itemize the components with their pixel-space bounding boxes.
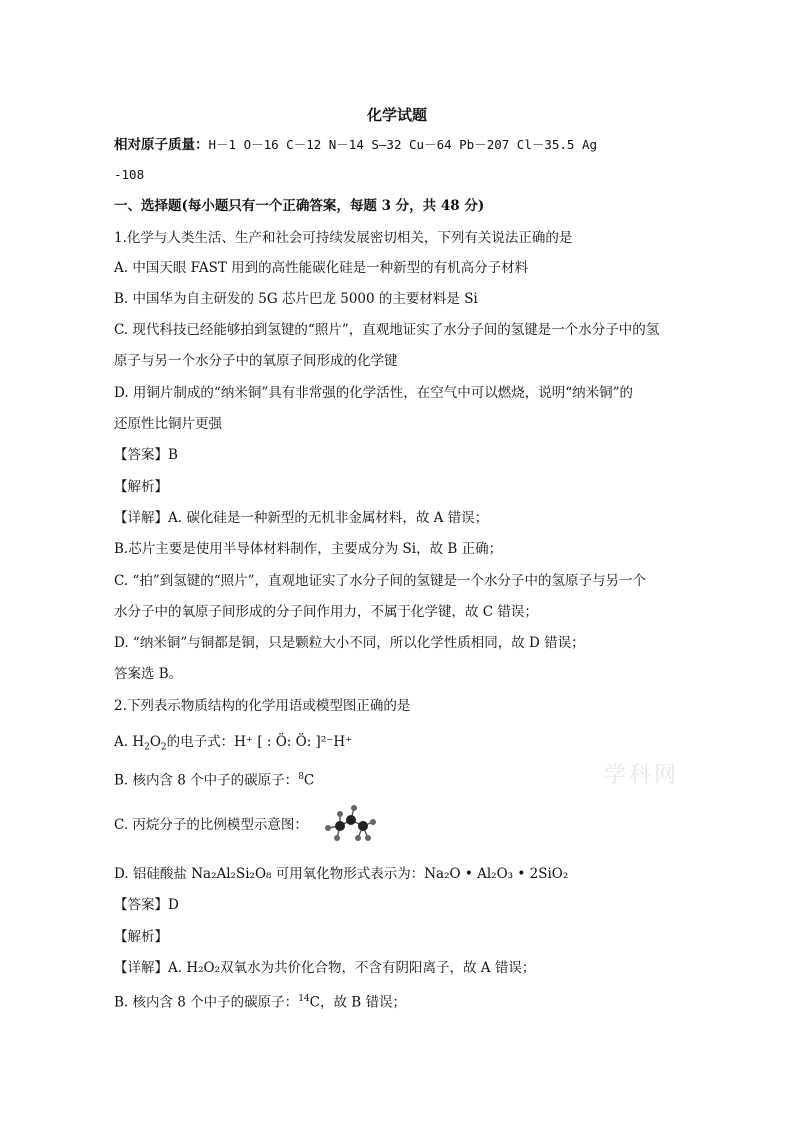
atomic-mass-line xyxy=(114,136,597,154)
q1-option-a: A. 中国天眼 FAST 用到的高性能碳化硅是一种新型的有机高分子材料 xyxy=(114,260,529,276)
q2-option-b xyxy=(114,768,314,790)
q2-option-d: D. 铝硅酸盐 Na₂Al₂Si₂O₈ 可用氧化物形式表示为：Na₂O • Al₂O₃ • 2SiO₂ xyxy=(114,866,569,882)
atomic-mass-values: H－1 O－16 C－12 N－14 S—32 Cu－64 Pb－207 Cl－35.5 Ag xyxy=(208,137,598,152)
q2-detail-b xyxy=(114,990,406,1012)
q2-a-o: O xyxy=(149,734,161,750)
atomic-mass-cont: -108 xyxy=(114,167,145,182)
q1-detail-d: D. “纳米铜”与铜都是铜，只是颗粒大小不同，所以化学性质相同，故 D 错误； xyxy=(114,635,585,651)
electron-formula: H⁺ [ : Ö: Ö: ]²⁻H⁺ xyxy=(234,734,353,750)
q2-a-prefix: A. H xyxy=(114,734,145,750)
q1-option-c-cont: 原子与另一个水分子中的氧原子间形成的化学键 xyxy=(114,353,398,369)
q1-option-b: B. 中国华为自主研发的 5G 芯片巴龙 5000 的主要材料是 Si xyxy=(114,291,478,307)
q2-detail-b-tail: C，故 B 错误； xyxy=(309,994,406,1011)
q2-b-symbol: C xyxy=(303,772,315,789)
q1-detail-a: 【详解】A. 碳化硅是一种新型的无机非金属材料，故 A 错误； xyxy=(114,510,489,526)
q2-detail-b-sup: 14 xyxy=(298,994,310,1004)
q1-option-d: D. 用铜片制成的“纳米铜”具有非常强的化学活性，在空气中可以燃烧，说明“纳米铜”的 xyxy=(114,385,634,401)
q2-detail-a: 【详解】A. H₂O₂双氧水为共价化合物，不含有阴阳离子，故 A 错误； xyxy=(114,960,536,976)
q2-answer: 【答案】D xyxy=(114,897,179,913)
q1-option-d-cont: 还原性比铜片更强 xyxy=(114,416,222,432)
q1-conclusion: 答案选 B。 xyxy=(114,666,183,682)
q1-detail-c: C. “拍”到氢键的“照片”，直观地证实了水分子间的氢键是一个水分子中的氢原子与另一个 xyxy=(114,573,647,589)
q1-stem: 1.化学与人类生活、生产和社会可持续发展密切相关，下列有关说法正确的是 xyxy=(114,230,573,246)
section-heading: 一、选择题(每小题只有一个正确答案，每题 3 分，共 48 分) xyxy=(114,198,485,214)
q1-detail-c-cont: 水分子中的氧原子间形成的分子间作用力，不属于化学键，故 C 错误； xyxy=(114,604,538,620)
page-title: 化学试题 xyxy=(366,106,427,124)
q1-analysis: 【解析】 xyxy=(114,479,168,495)
q2-stem: 2.下列表示物质结构的化学用语或模型图正确的是 xyxy=(114,698,411,714)
q2-a-sub2: 2 xyxy=(160,742,167,753)
q2-option-c: C. 丙烷分子的比例模型示意图： xyxy=(114,817,308,833)
q1-detail-b: B.芯片主要是使用半导体材料制作，主要成分为 Si，故 B 正确； xyxy=(114,541,503,557)
q2-a-sub: 2 xyxy=(144,742,150,753)
q2-analysis: 【解析】 xyxy=(114,929,168,945)
q2-detail-b-text: B. 核内含 8 个中子的碳原子： xyxy=(114,994,299,1011)
propane-model-icon xyxy=(318,802,380,846)
q1-answer: 【答案】B xyxy=(114,447,178,463)
q2-b-sup: 8 xyxy=(298,772,304,782)
q2-b-text: B. 核内含 8 个中子的碳原子： xyxy=(114,772,299,789)
atomic-mass-label: 相对原子质量： xyxy=(114,137,209,153)
watermark: 学科网 xyxy=(604,763,680,788)
q1-option-c: C. 现代科技已经能够拍到氢键的“照片”，直观地证实了水分子间的氢键是一个水分子中的氢 xyxy=(114,322,660,338)
q2-a-mid: 的电子式： xyxy=(166,734,235,750)
q2-option-a xyxy=(114,733,352,757)
